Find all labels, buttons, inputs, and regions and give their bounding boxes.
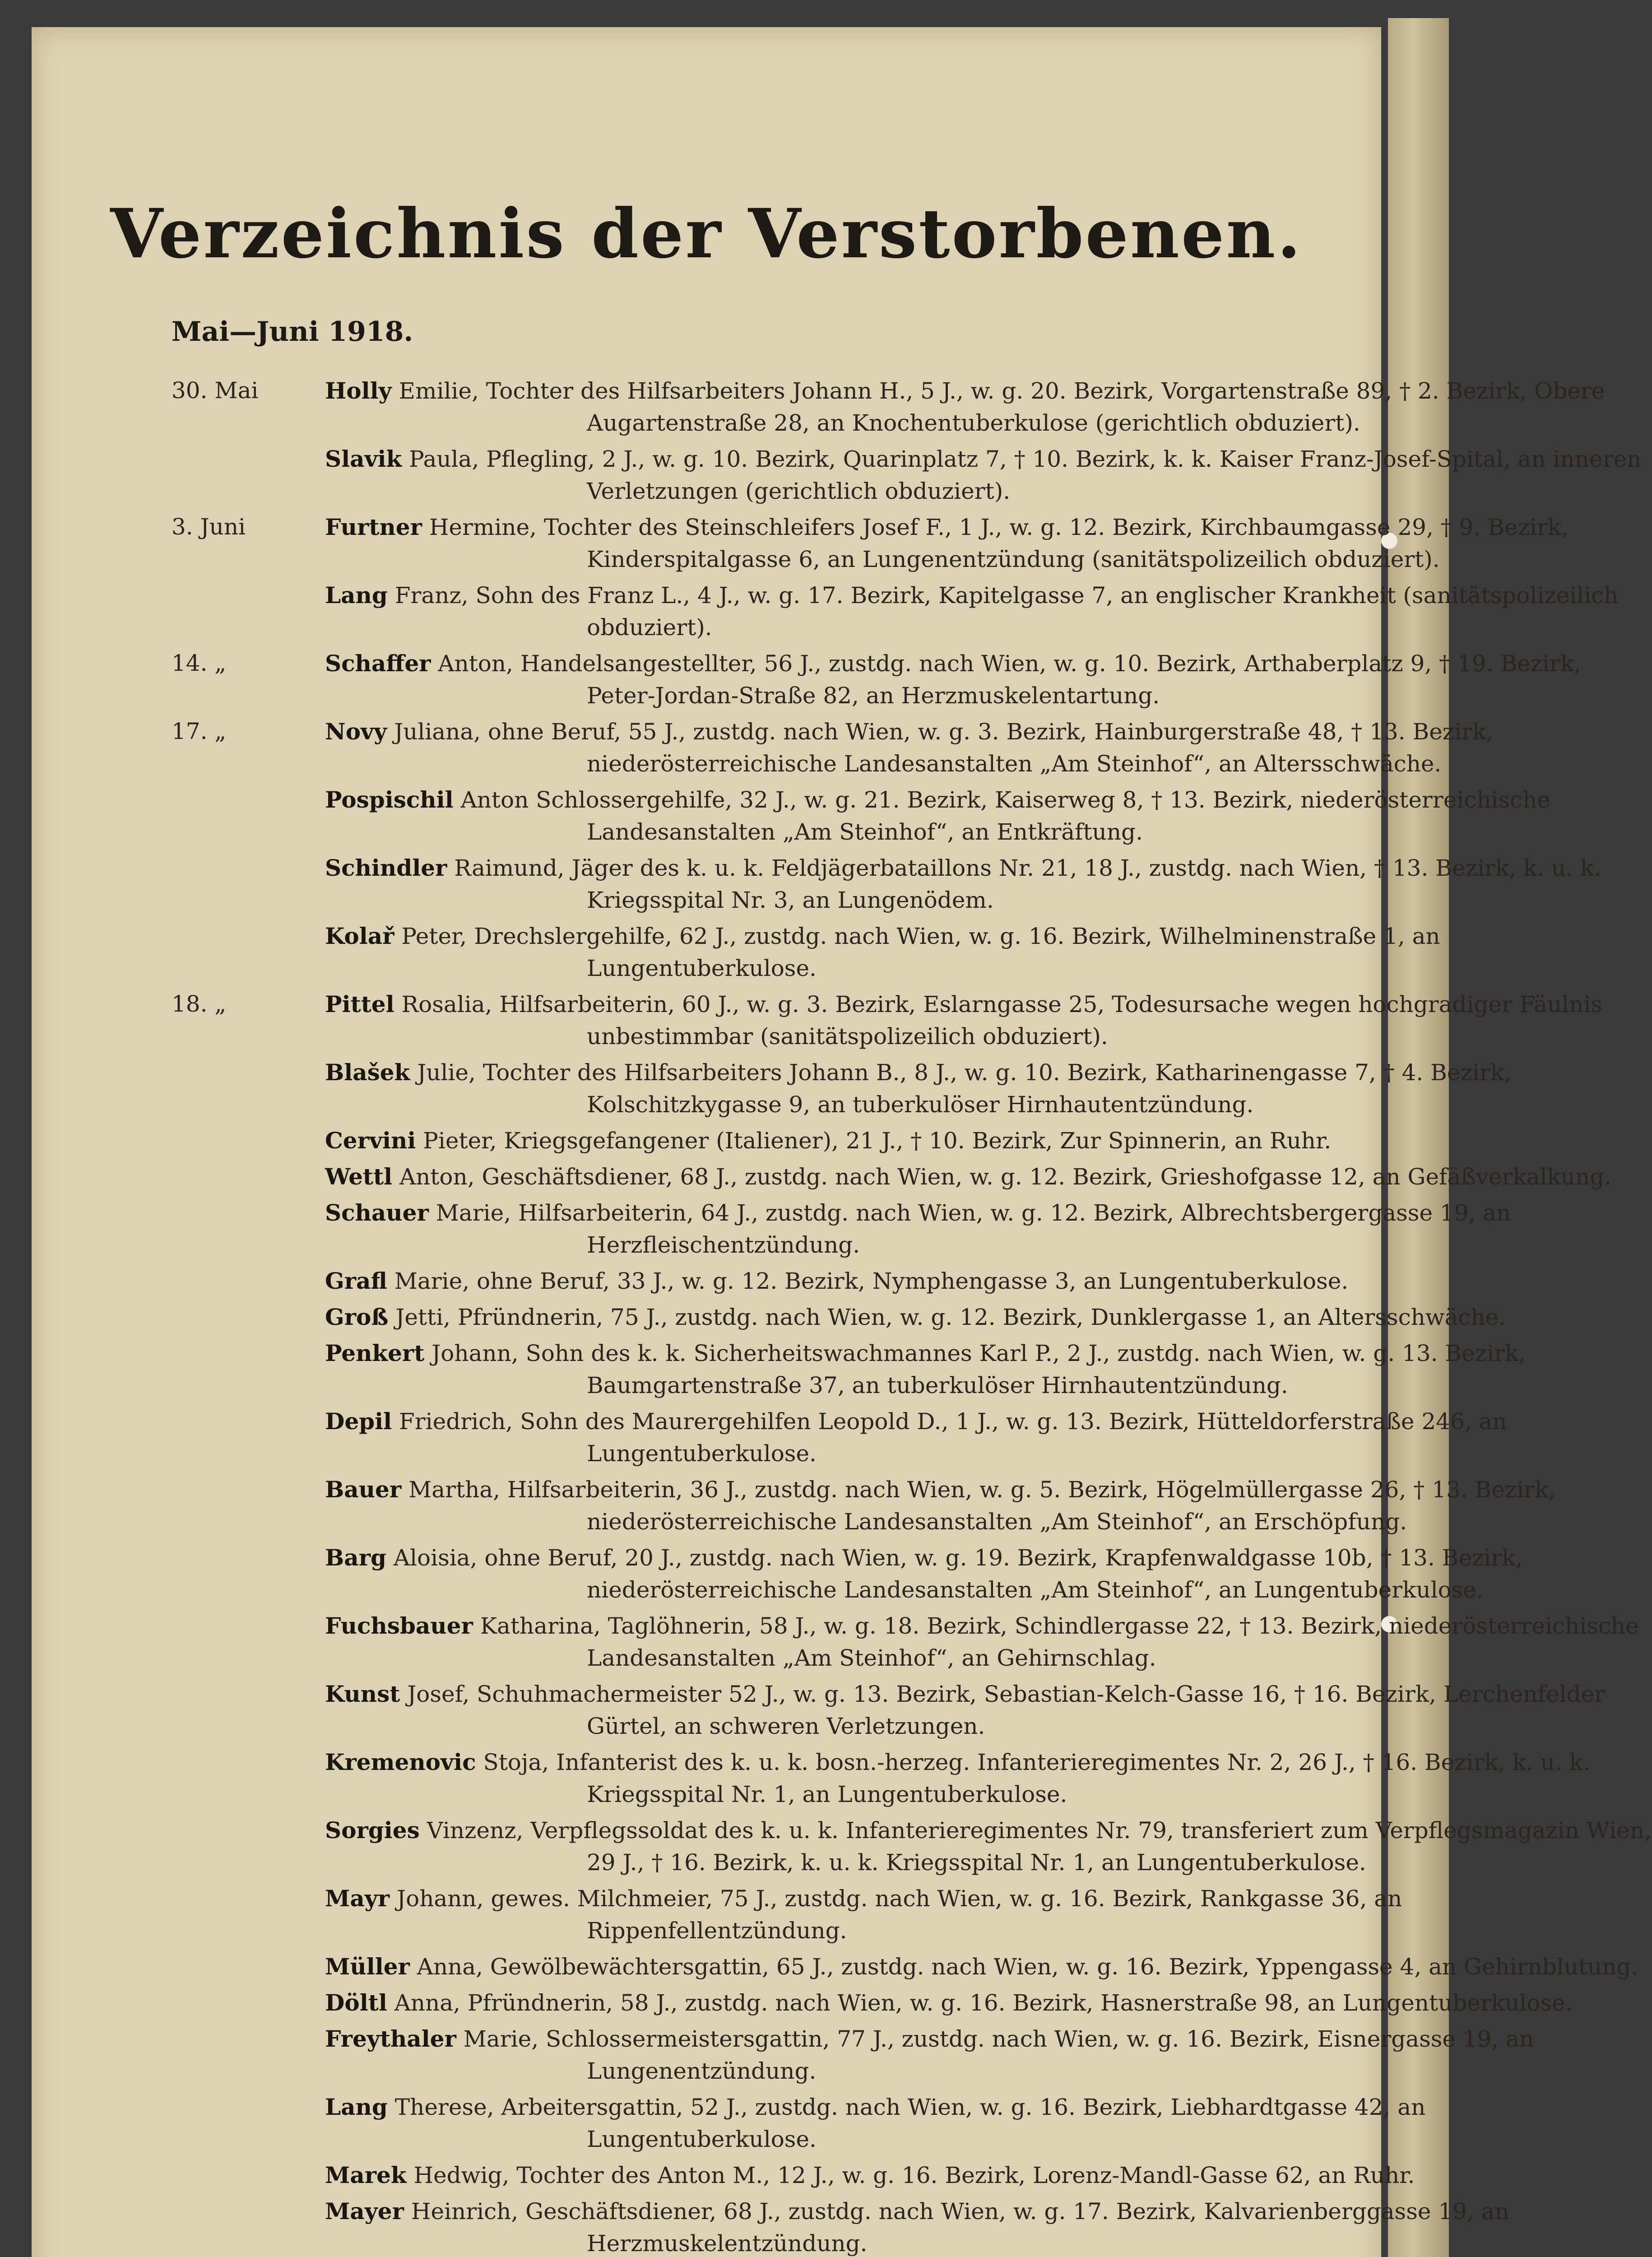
entry-name: Depil [325,1408,392,1435]
entry-text [325,1473,1652,1538]
entry-name: Wettl [325,1163,393,1190]
entry-name: Mayer [325,2198,404,2224]
entry-details: Julie, Tochter des Hilfsarbeiters Johann B., 8 J., w. g. 10. Bezirk, Katharinengasse 7, † 4. Bezirk, Kolschitzkygasse 9, an tuberkulöser Hirnhautentzündung. [417,1059,1511,1118]
list-item [32,1473,1556,1538]
entry-text [325,2023,1652,2087]
list-item [32,1814,1652,1879]
entry-details: Anton, Geschäftsdiener, 68 J., zustdg. nach Wien, w. g. 12. Bezirk, Grieshofgasse 12, an Gefäßverkalkung. [399,1164,1612,1190]
entry-name: Holly [325,377,392,404]
list-item [32,1678,1606,1742]
entry-text [325,647,1652,712]
entry-details: Heinrich, Geschäftsdiener, 68 J., zustdg. nach Wien, w. g. 17. Bezirk, Kalvarienberggasse 19, an Herzmuskelentzündung. [411,2198,1509,2257]
list-item [32,647,1582,712]
entry-details: Peter, Drechslergehilfe, 62 J., zustdg. nach Wien, w. g. 16. Bezirk, Wilhelminenstraße 1, an Lungentuberkulose. [401,923,1440,981]
entry-text [325,1542,1652,1606]
entry-details: Emilie, Tochter des Hilfsarbeiters Johann H., 5 J., w. g. 20. Bezirk, Vorgartenstraße 89, † 2. Bezirk, Obere Augartenstraße 28, an Knochentuberkulose (gerichtlich obduziert). [399,378,1605,436]
list-item [32,852,1601,916]
entry-text [325,1987,1652,2019]
entry-details: Juliana, ohne Beruf, 55 J., zustdg. nach Wien, w. g. 3. Bezirk, Hainburgerstraße 48, † 13. Bezirk, niederösterreichische Landesanstalten „Am Steinhof“, an Altersschwäche. [394,719,1494,777]
list-item [32,920,1440,985]
list-item [32,988,1602,1053]
entry-name: Slavik [325,446,402,472]
entry-name: Barg [325,1544,386,1571]
entry-name: Pittel [325,991,394,1017]
entry-name: Kolař [325,923,394,949]
entry-text [325,1405,1652,1470]
list-item [32,784,1550,848]
list-item [32,1197,1511,1261]
entry-text [325,1197,1652,1261]
entry-name: Bauer [325,1476,402,1503]
entry-text [325,852,1652,916]
entry-text [325,1678,1652,1742]
list-item [32,1301,1506,1333]
entry-text [325,1950,1652,1983]
entry-details: Anton, Handelsangestellter, 56 J., zustdg. nach Wien, w. g. 10. Bezirk, Arthaberplatz 9, † 19. Bezirk, Peter-Jordan-Straße 82, an Herzmuskelentartung. [438,650,1582,709]
entry-text [325,2091,1652,2155]
entry-details: Josef, Schuhmachermeister 52 J., w. g. 13. Bezirk, Sebastian-Kelch-Gasse 16, † 16. Bezirk, Lerchenfelder Gürtel, an schweren Verletzungen. [407,1681,1606,1739]
entry-details: Franz, Sohn des Franz L., 4 J., w. g. 17. Bezirk, Kapitelgasse 7, an englischer Krankheit (sanitätspolizeilich obduziert). [394,582,1619,641]
entry-text [325,920,1652,985]
entry-name: Schindler [325,855,447,881]
entry-details: Raimund, Jäger des k. u. k. Feldjägerbataillons Nr. 21, 18 J., zustdg. nach Wien, † 13. Bezirk, k. u. k. Kriegsspital Nr. 3, an Lungenödem. [454,855,1601,913]
entry-name: Marek [325,2162,407,2188]
list-item [32,579,1619,644]
list-item [32,1746,1590,1811]
entry-name: Sorgies [325,1817,420,1844]
entry-date: 3. Juni [172,514,246,540]
entry-details: Marie, Hilfsarbeiterin, 64 J., zustdg. nach Wien, w. g. 12. Bezirk, Albrechtsbergergasse 19, an Herzfleischentzündung. [436,1200,1511,1258]
entry-name: Penkert [325,1340,425,1366]
list-item [32,511,1569,576]
entry-date: 14. „ [172,650,227,676]
entry-details: Aloisia, ohne Beruf, 20 J., zustdg. nach Wien, w. g. 19. Bezirk, Krapfenwaldgasse 10b, † 13. Bezirk, niederösterreichische Landesanstalten „Am Steinhof“, an Lungentuberkulose. [393,1545,1523,1603]
list-item [32,2195,1509,2257]
entry-text [325,1882,1652,1947]
entry-details: Stoja, Infanterist des k. u. k. bosn.-herzeg. Infanterieregimentes Nr. 2, 26 J., † 16. Bezirk, k. u. k. Kriegsspital Nr. 1, an Lungentuberkulose. [483,1749,1590,1807]
list-item [32,443,1642,507]
entry-details: Anton Schlossergehilfe, 32 J., w. g. 21. Bezirk, Kaiserweg 8, † 13. Bezirk, niederösterreichische Landesanstalten „Am Steinhof“, an Entkräftung. [460,787,1550,845]
entry-name: Grafl [325,1268,387,1294]
list-item [32,715,1494,780]
entry-name: Freythaler [325,2025,456,2052]
entry-details: Martha, Hilfsarbeiterin, 36 J., zustdg. nach Wien, w. g. 5. Bezirk, Högelmüllergasse 26, † 13. Bezirk, niederösterreichische Landesanstalten „Am Steinhof“, an Erschöpfung. [408,1477,1556,1535]
entry-name: Schaffer [325,650,431,677]
entry-text [325,1301,1652,1333]
list-item [32,1610,1639,1674]
entry-text [325,715,1652,780]
list-item [32,2159,1415,2192]
list-item [32,2091,1426,2155]
entry-text [325,511,1652,576]
list-item [32,1161,1612,1193]
document-page [32,27,1652,2257]
entry-text [325,1056,1652,1121]
entry-list [32,375,1652,2257]
entry-details: Therese, Arbeitersgattin, 52 J., zustdg. nach Wien, w. g. 16. Bezirk, Liebhardtgasse 42, an Lungentuberkulose. [394,2094,1426,2152]
entry-details: Hermine, Tochter des Steinschleifers Josef F., 1 J., w. g. 12. Bezirk, Kirchbaumgasse 29, † 9. Bezirk, Kinderspitalgasse 6, an Lungenentzündung (sanitätspolizeilich obduziert). [429,514,1569,572]
entry-details: Anna, Gewölbewächtersgattin, 65 J., zustdg. nach Wien, w. g. 16. Bezirk, Yppengasse 4, an Gehirnblutung. [417,1954,1638,1980]
list-item [32,1882,1402,1947]
entry-name: Schauer [325,1199,429,1226]
entry-text [325,1161,1652,1193]
entry-name: Döltl [325,1989,387,2016]
entry-text [325,1124,1652,1157]
entry-details: Friedrich, Sohn des Maurergehilfen Leopold D., 1 J., w. g. 13. Bezirk, Hütteldorferstraße 246, an Lungentuberkulose. [399,1408,1507,1467]
entry-name: Kunst [325,1681,400,1707]
entry-text [325,1610,1652,1674]
list-item [32,1124,1381,1157]
entry-text [325,579,1652,644]
entry-name: Müller [325,1953,410,1980]
list-item [32,1542,1523,1606]
entry-name: Furtner [325,514,422,540]
entry-details: Marie, Schlossermeistersgattin, 77 J., zustdg. nach Wien, w. g. 16. Bezirk, Eisnergasse 19, an Lungenentzündung. [463,2026,1534,2084]
entry-details: Anna, Pfründnerin, 58 J., zustdg. nach Wien, w. g. 16. Bezirk, Hasnerstraße 98, an Lungentuberkulose. [394,1990,1573,2016]
entry-details: Paula, Pflegling, 2 J., w. g. 10. Bezirk, Quarinplatz 7, † 10. Bezirk, k. k. Kaiser Franz-Josef-Spital, an inneren Verletzungen (gerichtlich obduziert). [409,446,1642,504]
entry-text [325,2195,1652,2257]
entry-text [325,784,1652,848]
list-item [32,1337,1526,1402]
entry-details: Marie, ohne Beruf, 33 J., w. g. 12. Bezirk, Nymphengasse 3, an Lungentuberkulose. [394,1268,1349,1294]
entry-name: Groß [325,1304,389,1330]
entry-text [325,2159,1652,2192]
entry-details: Rosalia, Hilfsarbeiterin, 60 J., w. g. 3. Bezirk, Eslarngasse 25, Todesursache wegen hochgradiger Fäulnis unbestimmbar (sanitätspolizeilich obduziert). [401,991,1602,1050]
entry-text [325,1265,1652,1297]
entry-date: 30. Mai [172,377,259,404]
entry-details: Vinzenz, Verpflegssoldat des k. u. k. Infanterieregimentes Nr. 79, transferiert zum Verpflegsmagazin Wien, 29 J., † 16. Bezirk, k. u. k. Kriegsspital Nr. 1, an Lungentuberkulose. [427,1817,1652,1876]
list-item [32,1405,1507,1470]
entry-name: Lang [325,2094,388,2120]
page-title: Verzeichnis der Verstorbenen. [110,194,1303,274]
entry-details: Johann, gewes. Milchmeier, 75 J., zustdg. nach Wien, w. g. 16. Bezirk, Rankgasse 36, an Rippenfellentzündung. [397,1885,1402,1944]
list-item [32,375,1605,439]
entry-details: Johann, Sohn des k. k. Sicherheitswachmannes Karl P., 2 J., zustdg. nach Wien, w. g. 13. Bezirk, Baumgartenstraße 37, an tuberkulöser Hirnhautentzündung. [432,1340,1526,1398]
entry-text [325,988,1652,1053]
period-heading: Mai—Juni 1918. [172,316,413,348]
entry-text [325,1814,1652,1879]
entry-name: Fuchsbauer [325,1612,473,1639]
entry-text [325,375,1652,439]
list-item [32,2023,1534,2087]
entry-name: Lang [325,582,388,608]
entry-text [325,1337,1652,1402]
entry-name: Cervini [325,1127,416,1154]
entry-date: 17. „ [172,718,227,744]
list-item [32,1987,1573,2019]
entry-name: Kremenovic [325,1749,476,1775]
entry-name: Blašek [325,1059,410,1086]
entry-name: Mayr [325,1885,390,1912]
entry-details: Pieter, Kriegsgefangener (Italiener), 21 J., † 10. Bezirk, Zur Spinnerin, an Ruhr. [423,1128,1332,1154]
list-item [32,1950,1638,1983]
entry-name: Pospischil [325,786,454,813]
entry-details: Jetti, Pfründnerin, 75 J., zustdg. nach Wien, w. g. 12. Bezirk, Dunklergasse 1, an Altersschwäche. [395,1304,1506,1330]
entry-details: Katharina, Taglöhnerin, 58 J., w. g. 18. Bezirk, Schindlergasse 22, † 13. Bezirk, niederösterreichische Landesanstalten „Am Steinhof“, an Gehirnschlag. [480,1613,1639,1671]
entry-date: 18. „ [172,991,227,1017]
entry-name: Novy [325,718,387,745]
entry-details: Hedwig, Tochter des Anton M., 12 J., w. g. 16. Bezirk, Lorenz-Mandl-Gasse 62, an Ruhr. [413,2162,1415,2188]
entry-text [325,443,1652,507]
list-item [32,1265,1381,1297]
entry-text [325,1746,1652,1811]
list-item [32,1056,1511,1121]
